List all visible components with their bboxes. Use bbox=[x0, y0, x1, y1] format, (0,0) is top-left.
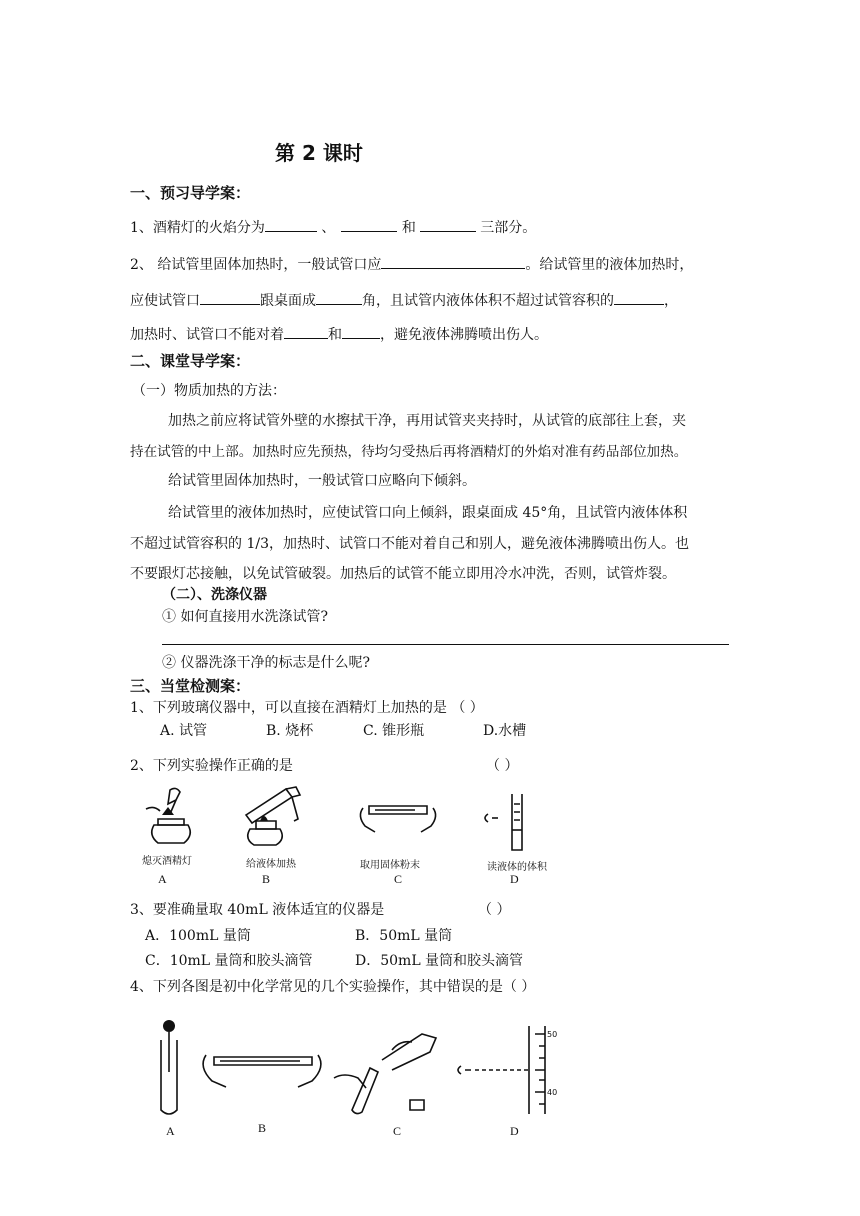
q2-text: ，避免液体沸腾喷出伤人。 bbox=[380, 327, 548, 343]
section-heading-class: 二、课堂导学案： bbox=[130, 352, 251, 370]
q2-text: 应使试管口 bbox=[130, 293, 200, 309]
blank[interactable] bbox=[316, 290, 362, 305]
figure-letter-d: D bbox=[510, 872, 519, 886]
blank[interactable] bbox=[200, 290, 260, 305]
blank[interactable] bbox=[341, 217, 397, 232]
figure-caption: 熄灭酒精灯 bbox=[142, 856, 192, 867]
question-2-line3 bbox=[130, 324, 548, 344]
blank[interactable] bbox=[381, 254, 525, 269]
section-heading-preview: 一、预习导学案： bbox=[130, 184, 251, 202]
paragraph-line: 加热之前应将试管外壁的水擦拭干净，再用试管夹夹持时，从试管的底部往上套，夹 bbox=[168, 413, 686, 429]
test-q4-stem: 4、下列各图是初中化学常见的几个实验操作，其中错误的是（ ） bbox=[130, 979, 536, 995]
q2-text: 2、 给试管里固体加热时，一般试管口应 bbox=[130, 257, 382, 273]
dropper-in-tube-figure bbox=[155, 1018, 185, 1118]
subheading-heating: （一）物质加热的方法： bbox=[132, 383, 286, 399]
q2-text: 角，且试管内液体体积不超过试管容积的 bbox=[362, 293, 614, 309]
q1-text: 三部分。 bbox=[475, 220, 537, 236]
figure-caption: 读液体的体积 bbox=[487, 862, 547, 873]
option-d[interactable]: D．50mL 量筒和胶头滴管 bbox=[355, 953, 524, 969]
washing-question-2: ② 仪器洗涤干净的标志是什么呢? bbox=[162, 655, 370, 671]
blank[interactable] bbox=[284, 324, 328, 339]
q1-sep: 和 bbox=[397, 220, 416, 236]
read-volume-figure bbox=[478, 790, 538, 855]
paragraph-line: 不要跟灯芯接触，以免试管破裂。加热后的试管不能立即用冷水冲洗，否则，试管炸裂。 bbox=[130, 566, 676, 582]
blank[interactable] bbox=[420, 217, 476, 232]
page-title: 第 2 课时 bbox=[275, 141, 363, 165]
answer-line bbox=[162, 644, 729, 645]
q1-sep: 、 bbox=[316, 220, 336, 236]
washing-question-1: ① 如何直接用水洗涤试管? bbox=[162, 609, 328, 625]
answer-paren: （ ） bbox=[478, 902, 511, 918]
option-a[interactable]: A．100mL 量筒 bbox=[145, 928, 251, 944]
blank[interactable] bbox=[614, 290, 664, 305]
figure-letter-b: B bbox=[262, 872, 271, 886]
answer-paren: （ ） bbox=[486, 758, 519, 774]
question-2-line2 bbox=[130, 290, 678, 310]
figure-letter-a: A bbox=[158, 872, 167, 886]
pour-solid-figure bbox=[330, 1020, 445, 1115]
blank[interactable] bbox=[342, 324, 380, 339]
option-c[interactable]: C．10mL 量筒和胶头滴管 bbox=[145, 953, 313, 969]
figure-letter-b: B bbox=[258, 1121, 267, 1135]
figure-letter-c: C bbox=[394, 872, 403, 886]
heat-liquid-figure bbox=[238, 785, 308, 850]
figure-letter-a: A bbox=[166, 1124, 175, 1138]
extinguish-lamp-figure bbox=[140, 785, 210, 850]
option-d[interactable]: D.水槽 bbox=[483, 723, 527, 739]
figure-letter-c: C bbox=[393, 1124, 402, 1138]
q1-text: 1、酒精灯的火焰分为 bbox=[130, 220, 265, 236]
question-2-line1 bbox=[130, 254, 693, 274]
q2-text: ， bbox=[664, 293, 678, 309]
test-q2-stem: 2、下列实验操作正确的是 bbox=[130, 758, 293, 774]
option-a[interactable]: A. 试管 bbox=[160, 723, 208, 739]
section-heading-test: 三、当堂检测案： bbox=[130, 677, 251, 695]
question-1-flame bbox=[130, 217, 536, 237]
scale-label-40: 40 bbox=[547, 1088, 558, 1097]
q2-text: 加热时、试管口不能对着 bbox=[130, 327, 284, 343]
paragraph-line: 给试管里的液体加热时，应使试管口向上倾斜，跟桌面成 45°角，且试管内液体体积 bbox=[168, 505, 688, 521]
hold-tube-figure bbox=[200, 1045, 325, 1100]
paragraph-line: 给试管里固体加热时，一般试管口应略向下倾斜。 bbox=[168, 473, 476, 489]
q2-text: 。给试管里的液体加热时， bbox=[525, 257, 694, 273]
figure-letter-d: D bbox=[510, 1124, 519, 1138]
scale-label-50: 50 bbox=[547, 1030, 558, 1039]
option-b[interactable]: B．50mL 量筒 bbox=[355, 928, 453, 944]
figure-caption: 取用固体粉末 bbox=[360, 860, 420, 871]
paragraph-line: 不超过试管容积的 1/3，加热时、试管口不能对着自己和别人，避免液体沸腾喷出伤人。也 bbox=[130, 536, 689, 552]
subheading-washing: （二）、洗涤仪器 bbox=[162, 587, 267, 603]
option-b[interactable]: B. 烧杯 bbox=[266, 723, 314, 739]
option-c[interactable]: C. 锥形瓶 bbox=[363, 723, 425, 739]
test-q1-stem: 1、下列玻璃仪器中，可以直接在酒精灯上加热的是 （ ） bbox=[130, 700, 484, 716]
figure-caption: 给液体加热 bbox=[246, 859, 296, 870]
blank[interactable] bbox=[265, 217, 317, 232]
paragraph-line: 持在试管的中上部。加热时应先预热，待均匀受热后再将酒精灯的外焰对准有药品部位加热。 bbox=[130, 444, 688, 460]
q2-text: 和 bbox=[328, 327, 342, 343]
test-q3-stem: 3、要准确量取 40mL 液体适宜的仪器是 bbox=[130, 902, 385, 918]
take-powder-figure bbox=[355, 800, 440, 845]
q2-text: 跟桌面成 bbox=[260, 293, 316, 309]
